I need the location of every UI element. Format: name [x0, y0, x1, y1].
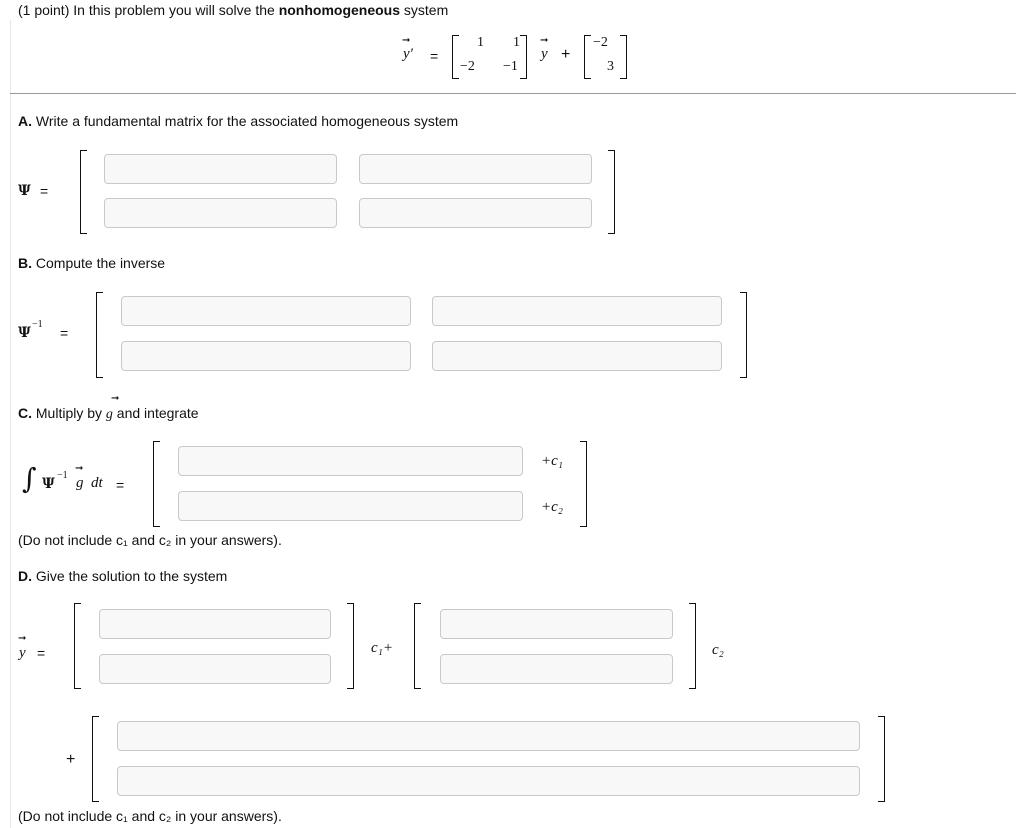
- integral-input-1[interactable]: [178, 446, 523, 476]
- dt: dt: [91, 475, 103, 491]
- vector-arrow-icon: ➞: [18, 633, 27, 644]
- right-bracket: [878, 716, 885, 802]
- vector-arrow-icon: ➞: [540, 35, 549, 46]
- vector-arrow-icon: ➞: [402, 35, 411, 46]
- left-bracket: [584, 35, 591, 79]
- part-d-note: (Do not include c₁ and c₂ in your answers).: [18, 808, 282, 824]
- problem-intro: (1 point) In this problem you will solve the nonhomogeneous system: [18, 2, 449, 18]
- c1-coefficient: c₁+: [371, 640, 393, 656]
- psi-input-r2c1[interactable]: [104, 198, 337, 228]
- equals-sign: =: [60, 325, 69, 341]
- equals-sign: =: [40, 183, 49, 199]
- right-bracket: [620, 35, 627, 79]
- equals-sign: =: [37, 645, 46, 661]
- g-vector: g: [105, 407, 113, 422]
- left-bracket: [80, 150, 87, 234]
- solution-h2-input-1[interactable]: [440, 609, 673, 639]
- left-bracket: [153, 441, 160, 527]
- c2-label: +c₂: [541, 499, 563, 515]
- psi-symbol: Ψ: [42, 476, 55, 492]
- left-bracket: [414, 603, 421, 689]
- solution-h1-input-2[interactable]: [99, 654, 331, 684]
- c2-coefficient: c₂: [712, 642, 724, 658]
- y-vector: y: [19, 645, 26, 661]
- inverse-exponent: −1: [32, 319, 43, 330]
- g-vector: g: [76, 475, 84, 491]
- section-divider: [10, 93, 1016, 94]
- part-d-prompt: D. Give the solution to the system: [18, 568, 228, 584]
- equals-sign: =: [116, 477, 125, 493]
- part-b-prompt: B. Compute the inverse: [18, 255, 166, 271]
- part-c-note: (Do not include c₁ and c₂ in your answers).: [18, 532, 282, 548]
- psi-symbol: Ψ: [18, 183, 31, 199]
- c1-label: +c₁: [541, 453, 563, 469]
- left-bracket: [74, 603, 81, 689]
- plus-sign: +: [561, 46, 571, 63]
- left-rule: [10, 20, 11, 828]
- psi-input-r1c1[interactable]: [104, 154, 337, 184]
- plus-sign: +: [66, 751, 76, 768]
- particular-input-2[interactable]: [117, 766, 860, 796]
- vector-entry: −2: [593, 35, 608, 50]
- part-a-prompt: A. Write a fundamental matrix for the associated homogeneous system: [18, 113, 459, 129]
- right-bracket: [520, 35, 527, 79]
- right-bracket: [689, 603, 696, 689]
- psi-input-r2c2[interactable]: [359, 198, 592, 228]
- psi-input-r1c2[interactable]: [359, 154, 592, 184]
- matrix-entry: 1: [477, 35, 484, 50]
- right-bracket: [347, 603, 354, 689]
- integral-input-2[interactable]: [178, 491, 523, 521]
- left-bracket: [96, 292, 103, 378]
- inverse-input-r1c1[interactable]: [121, 296, 411, 326]
- inverse-input-r1c2[interactable]: [432, 296, 722, 326]
- right-bracket: [608, 150, 615, 234]
- particular-input-1[interactable]: [117, 721, 860, 751]
- inverse-input-r2c2[interactable]: [432, 341, 722, 371]
- inverse-exponent: −1: [57, 470, 68, 481]
- matrix-entry: −2: [460, 59, 475, 74]
- solution-h1-input-1[interactable]: [99, 609, 331, 639]
- equals-sign: =: [430, 48, 439, 64]
- integral-sign: ∫: [22, 462, 37, 495]
- psi-symbol: Ψ: [18, 325, 31, 341]
- y-prime: y′: [403, 46, 413, 62]
- vector-arrow-icon: ➞: [75, 463, 84, 474]
- right-bracket: [580, 441, 587, 527]
- part-c-prompt: C. Multiply by g and integrate: [18, 405, 199, 422]
- y-vector: y: [541, 46, 548, 62]
- left-bracket: [452, 35, 459, 79]
- inverse-input-r2c1[interactable]: [121, 341, 411, 371]
- left-bracket: [92, 716, 99, 802]
- right-bracket: [740, 292, 747, 378]
- solution-h2-input-2[interactable]: [440, 654, 673, 684]
- vector-entry: 3: [607, 59, 614, 74]
- matrix-entry: −1: [503, 59, 518, 74]
- matrix-entry: 1: [513, 35, 520, 50]
- vector-arrow-icon: ➞: [111, 393, 120, 404]
